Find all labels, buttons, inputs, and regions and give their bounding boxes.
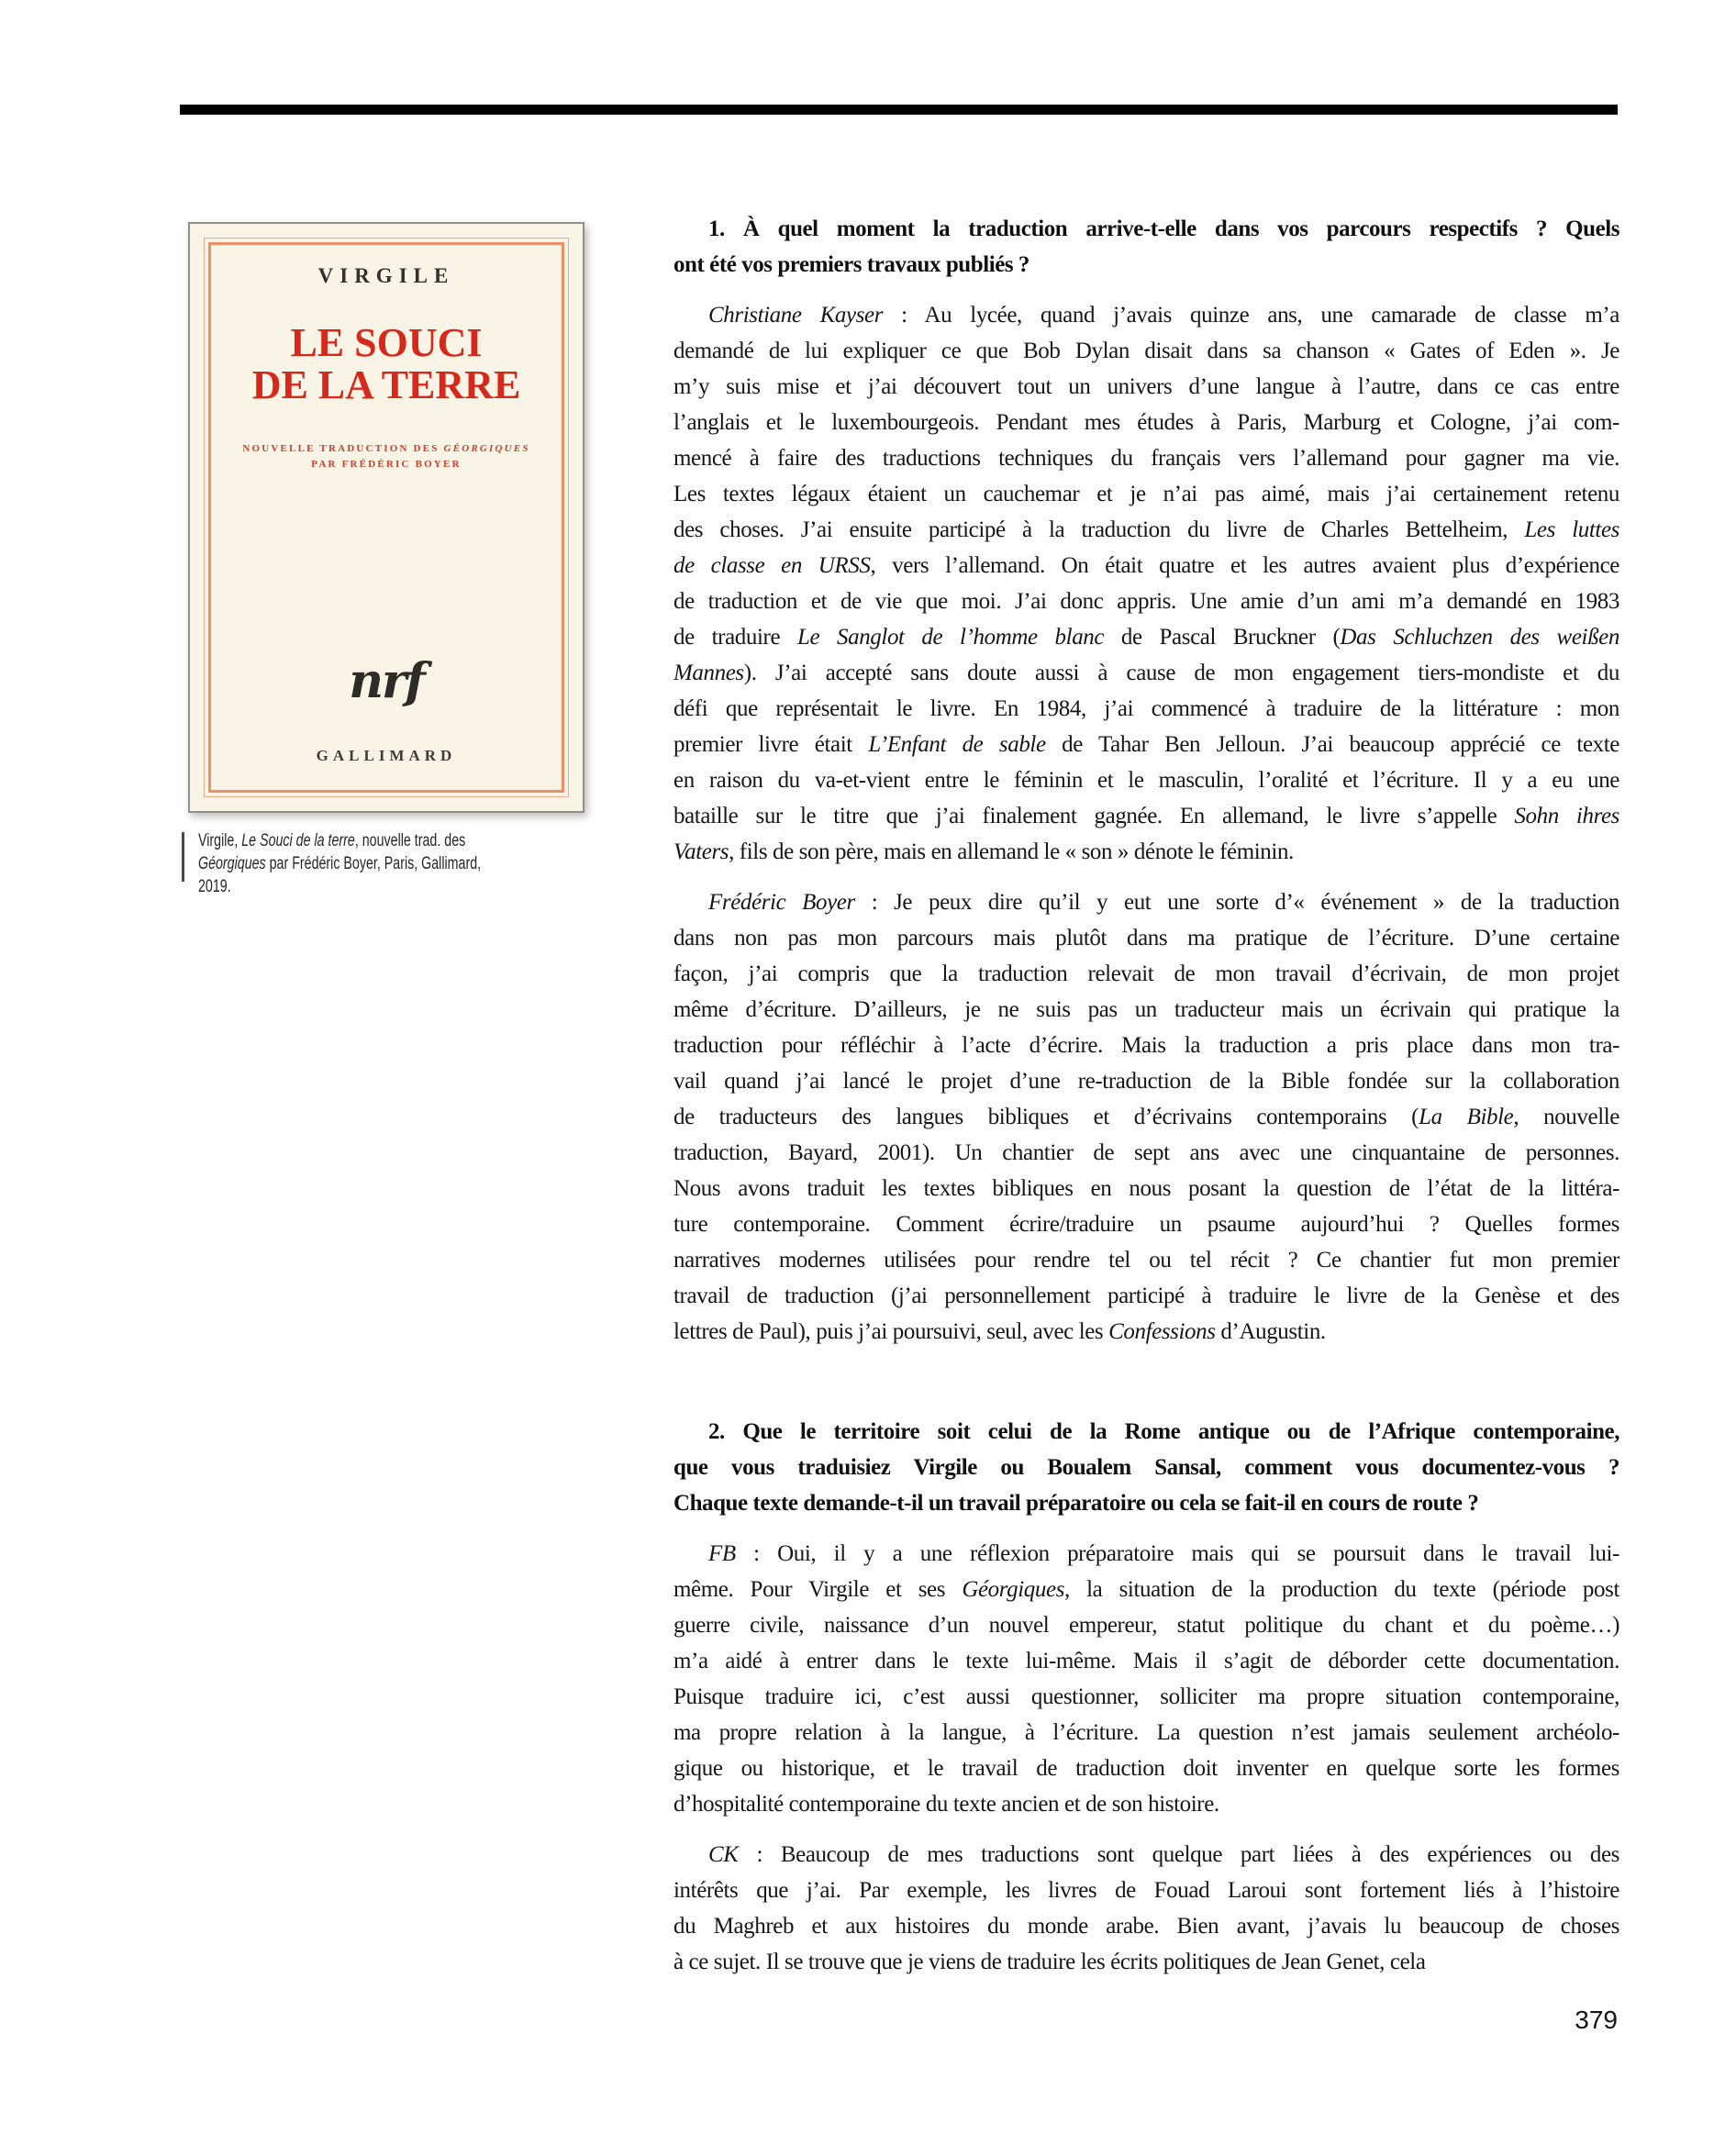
text-line: de traduction et de vie que moi. J’ai donc appris. Une amie d’un ami m’a demandé en 1983	[673, 589, 1619, 614]
text-line: FB : Oui, il y a une réflexion préparatoire mais qui se poursuit dans le travail lui-	[708, 1541, 1619, 1566]
caption-text: Virgile, Le Souci de la terre, nouvelle trad. des Géorgiques par Frédéric Boyer, Paris, Gallimard, 2019.	[198, 831, 482, 896]
book-cover	[188, 222, 584, 813]
text-line: intérêts que j’ai. Par exemple, les livres de Fouad Laroui sont fortement liés à l’histoire	[673, 1878, 1619, 1903]
text-line: demandé de lui expliquer ce que Bob Dylan disait dans sa chanson « Gates of Eden ». Je	[673, 339, 1619, 363]
text-line: des choses. J’ai ensuite participé à la traduction du livre de Charles Bettelheim, Les luttes	[673, 517, 1619, 542]
text-line: ma propre relation à la langue, à l’écriture. La question n’est jamais seulement archéolo-	[673, 1720, 1619, 1745]
text-line: d’hospitalité contemporaine du texte ancien et de son histoire.	[673, 1792, 1219, 1817]
cover-title	[190, 322, 583, 406]
text-line: de classe en URSS, vers l’allemand. On était quatre et les autres avaient plus d’expérience	[673, 553, 1619, 578]
page-number: 379	[1575, 2006, 1618, 2034]
text-line: 2. Que le territoire soit celui de la Rome antique ou de l’Afrique contemporaine,	[708, 1419, 1619, 1444]
text-line: travail de traduction (j’ai personnellement participé à traduire le livre de la Genèse et des	[673, 1284, 1619, 1308]
text-line: que vous traduisiez Virgile ou Boualem Sansal, comment vous documentez-vous ?	[673, 1455, 1619, 1480]
text-line: Les textes légaux étaient un cauchemar et je n’ai pas aimé, mais j’ai certainement retenu	[673, 482, 1619, 506]
text-line: Christiane Kayser : Au lycée, quand j’avais quinze ans, une camarade de classe m’a	[708, 303, 1619, 328]
cover-title-line-2: DE LA TERRE	[251, 362, 521, 407]
text-line: lettres de Paul), puis j’ai poursuivi, seul, avec les Confessions d’Augustin.	[673, 1319, 1326, 1344]
publisher-name: GALLIMARD	[316, 747, 457, 764]
text-line: ont été vos premiers travaux publiés ?	[673, 252, 1029, 277]
text-line: gique ou historique, et le travail de traduction doit inventer en quelque sorte les formes	[673, 1756, 1619, 1781]
caption-bar	[182, 832, 184, 882]
interview-question	[673, 1414, 1619, 1521]
interview-answer	[673, 1837, 1619, 1980]
nrf-logo: nrf	[349, 653, 424, 709]
interview-answer	[673, 297, 1619, 870]
text-line: même d’écriture. D’ailleurs, je ne suis pas un traducteur mais un écrivain qui pratique la	[673, 997, 1619, 1022]
cover-author: VIRGILE	[317, 264, 455, 287]
text-line: premier livre était L’Enfant de sable de Tahar Ben Jelloun. J’ai beaucoup apprécié ce texte	[673, 732, 1619, 757]
article-column	[673, 211, 1619, 1995]
text-line: mencé à faire des traductions techniques du français vers l’allemand pour gagner ma vie.	[673, 446, 1619, 471]
text-line: ture contemporaine. Comment écrire/traduire un psaume aujourd’hui ? Quelles formes	[673, 1212, 1619, 1237]
text-line: Frédéric Boyer : Je peux dire qu’il y eut une sorte d’« événement » de la traduction	[708, 890, 1619, 915]
text-line: Puisque traduire ici, c’est aussi questionner, solliciter ma propre situation contemporaine,	[673, 1684, 1619, 1709]
top-rule	[180, 105, 1618, 115]
text-line: vail quand j’ai lancé le projet d’une re-traduction de la Bible fondée sur la collaboration	[673, 1069, 1619, 1094]
interview-answer	[673, 884, 1619, 1350]
text-line: l’anglais et le luxembourgeois. Pendant mes études à Paris, Marburg et Cologne, j’ai com-	[673, 410, 1619, 435]
text-line: CK : Beaucoup de mes traductions sont quelque part liées à des expériences ou des	[708, 1842, 1619, 1867]
book-cover-figure	[180, 222, 602, 898]
interview-question	[673, 211, 1619, 283]
cover-subtitle: NOUVELLE TRADUCTION DES GÉORGIQUES PAR FRÉDÉRIC BOYER	[242, 443, 530, 470]
text-line: Chaque texte demande-t-il un travail préparatoire ou cela se fait-il en cours de route ?	[673, 1491, 1479, 1516]
text-line: du Maghreb et aux histoires du monde arabe. Bien avant, j’avais lu beaucoup de choses	[673, 1914, 1619, 1939]
figure-caption	[182, 829, 602, 898]
text-line: façon, j’ai compris que la traduction relevait de mon travail d’écrivain, de mon projet	[673, 961, 1619, 986]
text-line: en raison du va-et-vient entre le féminin et le masculin, l’oralité et l’écriture. Il y a eu une	[673, 768, 1619, 793]
text-line: traduction, Bayard, 2001). Un chantier de sept ans avec une cinquantaine de personnes.	[673, 1140, 1619, 1165]
interview-answer	[673, 1536, 1619, 1822]
text-line: Nous avons traduit les textes bibliques en nous posant la question de l’état de la littéra-	[673, 1176, 1619, 1201]
text-line: m’a aidé à entrer dans le texte lui-même. Mais il s’agit de déborder cette documentation.	[673, 1649, 1619, 1673]
text-line: bataille sur le titre que j’ai finalement gagnée. En allemand, le livre s’appelle Sohn ihres	[673, 804, 1619, 828]
text-line: m’y suis mise et j’ai découvert tout un univers d’une langue à l’autre, dans ce cas entre	[673, 374, 1619, 399]
text-line: 1. À quel moment la traduction arrive-t-elle dans vos parcours respectifs ? Quels	[708, 217, 1619, 241]
text-line: Mannes). J’ai accepté sans doute aussi à cause de mon engagement tiers-mondiste et du	[673, 661, 1619, 685]
text-line: narratives modernes utilisées pour rendre tel ou tel récit ? Ce chantier fut mon premier	[673, 1248, 1619, 1272]
text-line: de traducteurs des langues bibliques et d’écrivains contemporains (La Bible, nouvelle	[673, 1105, 1619, 1129]
text-line: défi que représentait le livre. En 1984, j’ai commencé à traduire de la littérature : mon	[673, 696, 1619, 721]
text-line: dans non pas mon parcours mais plutôt dans ma pratique de l’écriture. D’une certaine	[673, 926, 1619, 950]
text-line: de traduire Le Sanglot de l’homme blanc de Pascal Bruckner (Das Schluchzen des weißen	[673, 625, 1619, 650]
cover-title-line-1: LE SOUCI	[290, 320, 483, 365]
text-line: Vaters, fils de son père, mais en allemand le « son » dénote le féminin.	[673, 839, 1294, 864]
text-line: traduction pour réfléchir à l’acte d’écrire. Mais la traduction a pris place dans mon tra-	[673, 1033, 1619, 1058]
text-line: à ce sujet. Il se trouve que je viens de traduire les écrits politiques de Jean Genet, cela	[673, 1950, 1426, 1974]
text-line: guerre civile, naissance d’un nouvel empereur, statut politique du chant et du poème…)	[673, 1613, 1619, 1638]
text-line: même. Pour Virgile et ses Géorgiques, la situation de la production du texte (période post	[673, 1577, 1619, 1602]
